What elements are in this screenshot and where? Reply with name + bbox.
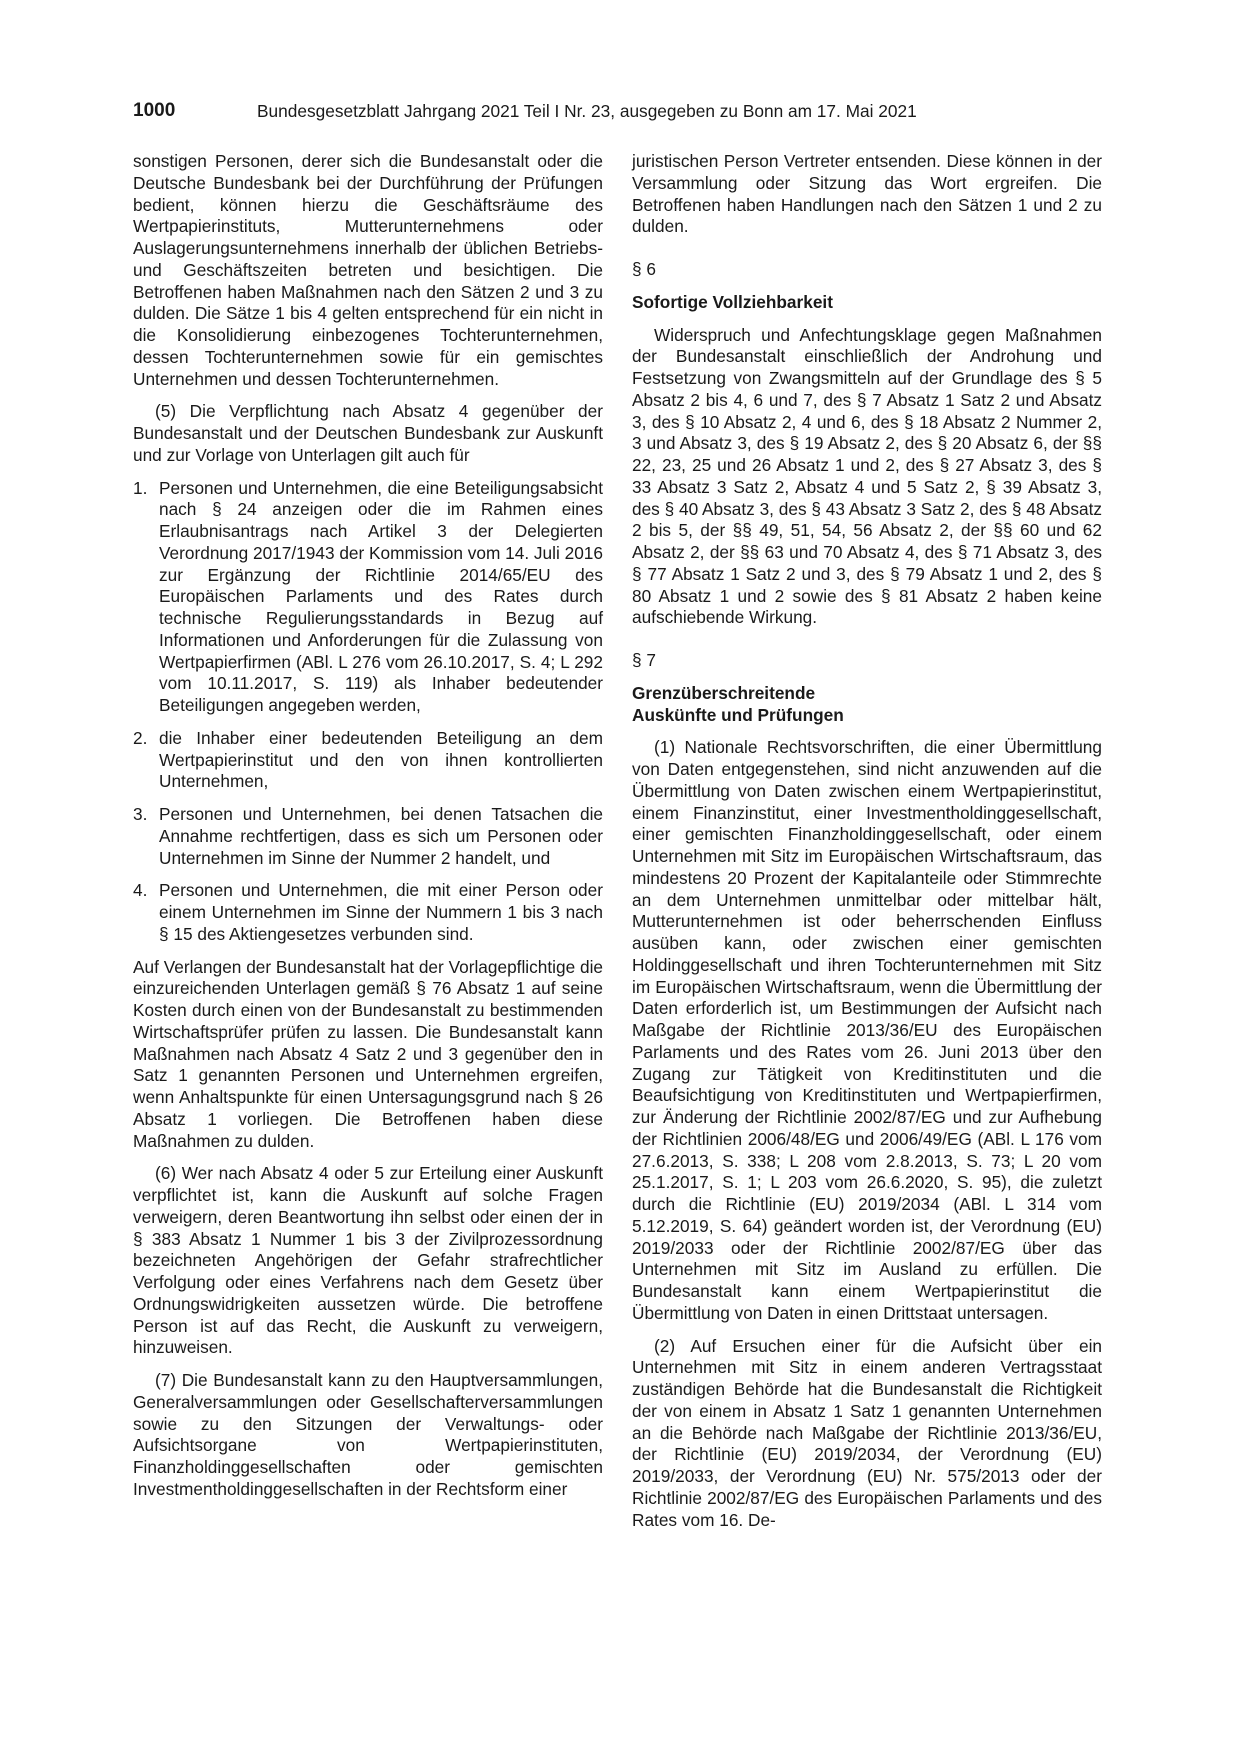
list-item-number: 1. [133, 477, 148, 498]
section-paragraph-1: (1) Nationale Rechtsvorschriften, die einer Übermittlung von Daten entgegenstehen, sind nicht anzuwenden auf die Übermittlung von Daten zwischen einem Wertpapierinstitut, einem Finanzinstitut, einer Investmentholdinggesellschaft, einer gemischten Finanzholdinggesellschaft, oder einem Unternehmen mit Sitz im Europäischen Wirtschaftsraum, das mindestens 20 Prozent der Kapitalanteile oder Stimmrechte an dem Unternehmen unmittelbar oder mittelbar hält, Mutterunternehmen ist oder beherrschenden Einfluss ausüben kann, oder zwischen einer gemischten Holdinggesellschaft und ihren Tochterunternehmen mit Sitz im Europäischen Wirtschaftsraum, wenn die Übermittlung der Daten erforderlich ist, um Bestimmungen der Aufsicht nach Maßgabe der Richtlinie 2013/36/EU des Europäischen Parlaments und des Rates vom 26. Juni 2013 über den Zugang zur Tätigkeit von Kreditinstituten und die Beaufsichtigung von Kreditinstituten und Wertpapierfirmen, zur Änderung der Richtlinie 2002/87/EG und zur Aufhebung der Richtlinien 2006/48/EG und 2006/49/EG (ABl. L 176 vom 27.6.2013, S. 338; L 208 vom 2.8.2013, S. 73; L 20 vom 25.1.2017, S. 1; L 203 vom 26.6.2020, S. 95), die zuletzt durch die Richtlinie (EU) 2019/2034 (ABl. L 314 vom 5.12.2019, S. 64) geändert worden ist, der Verordnung (EU) 2019/2033 oder der Richtlinie 2002/87/EG über das Unternehmen mit Sitz im Ausland zu erfüllen. Die Bundesanstalt kann einem Wertpapierinstitut die Übermittlung von Daten in einen Drittstaat untersagen. [632, 737, 1102, 1323]
section-number: § 7 [632, 650, 656, 670]
running-head: Bundesgesetzblatt Jahrgang 2021 Teil I Nr. 23, ausgegeben zu Bonn am 17. Mai 2021 [257, 101, 917, 121]
section-paragraph-2: (2) Auf Ersuchen einer für die Aufsicht über ein Unternehmen mit Sitz in einem anderen Vertragsstaat zuständigen Behörde hat die Bundesanstalt die Richtigkeit der von einem in Absatz 1 Satz 1 genannten Unternehmen an die Behörde nach Maßgabe der Richtlinie 2013/36/EU, der Richtlinie (EU) 2019/2034, der Verordnung (EU) 2019/2033, der Verordnung (EU) Nr. 575/2013 oder der Richtlinie 2002/87/EG des Europäischen Parlaments und des Rates vom 16. De- [632, 1335, 1102, 1530]
page-header [133, 100, 1105, 122]
paragraph-continuation: sonstigen Personen, derer sich die Bundesanstalt oder die Deutsche Bundesbank bei der Durchführung der Prüfungen bedient, können hierzu die Geschäftsräume des Wertpapierinstituts, Mutterunternehmens oder Auslagerungsunternehmens innerhalb der üblichen Betriebs- und Geschäftszeiten betreten und besichtigen. Die Betroffenen haben Maßnahmen nach den Sätzen 2 und 3 zu dulden. Die Sätze 1 bis 4 gelten entsprechend für ein nicht in die Konsolidierung einbezogenes Tochterunternehmen, dessen Tochterunternehmen sowie für ein gemischtes Unternehmen und dessen Tochterunternehmen. [133, 151, 603, 389]
list-item-text: Personen und Unternehmen, die eine Beteiligungsabsicht nach § 24 anzeigen oder die im Rahmen eines Erlaubnisantrags nach Artikel 3 der Delegierten Verordnung 2017/1943 der Kommission vom 14. Juli 2016 zur Ergänzung der Richtlinie 2014/65/EU des Europäischen Parlaments und des Rates durch technische Regulierungsstandards in Bezug auf Informationen und Anforderungen für die Zulassung von Wertpapierfirmen (ABl. L 276 vom 26.10.2017, S. 4; L 292 vom 10.11.2017, S. 119) als Inhaber bedeutender Beteiligungen angegeben werden, [159, 477, 603, 715]
list-item [133, 880, 603, 945]
list-item-number: 4. [133, 880, 148, 901]
list-item [133, 804, 603, 869]
list-item-number: 2. [133, 727, 148, 748]
paragraph-6: (6) Wer nach Absatz 4 oder 5 zur Erteilung einer Auskunft verpflichtet ist, kann die Auskunft auf solche Fragen verweigern, deren Beantwortung ihn selbst oder einen der in § 383 Absatz 1 Nummer 1 bis 3 der Zivilprozessordnung bezeichneten Angehörigen der Gefahr strafrechtlicher Verfolgung oder eines Verfahrens nach dem Gesetz über Ordnungswidrigkeiten aussetzen würde. Die betroffene Person ist auf das Recht, die Auskunft zu verweigern, hinzuweisen. [133, 1163, 603, 1358]
list-item-text: Personen und Unternehmen, die mit einer Person oder einem Unternehmen im Sinne der Nummern 1 bis 3 nach § 15 des Aktiengesetzes verbunden sind. [159, 880, 603, 944]
list-item-text: Personen und Unternehmen, bei denen Tatsachen die Annahme rechtfertigen, dass es sich um Personen oder Unternehmen im Sinne der Nummer 2 handelt, und [159, 804, 603, 868]
list-item [133, 728, 603, 793]
paragraph-continuation: juristischen Person Vertreter entsenden. Diese können in der Versammlung oder Sitzung das Wort ergreifen. Die Betroffenen haben Handlungen nach den Sätzen 1 und 2 zu dulden. [632, 151, 1102, 237]
paragraph-5: (5) Die Verpflichtung nach Absatz 4 gegenüber der Bundesanstalt und der Deutschen Bundesbank zur Auskunft und zur Vorlage von Unterlagen gilt auch für [133, 401, 603, 465]
section-body: Widerspruch und Anfechtungsklage gegen Maßnahmen der Bundesanstalt einschließlich der Androhung und Festsetzung von Zwangsmitteln auf der Grundlage des § 5 Absatz 2 bis 4, 6 und 7, des § 7 Absatz 1 Satz 2 und Absatz 3, des § 10 Absatz 2, 4 und 6, des § 18 Absatz 2 Nummer 2, 3 und Absatz 3, des § 19 Absatz 2, des § 20 Absatz 6, der §§ 22, 23, 25 und 26 Absatz 1 und 2, des § 27 Absatz 3, des § 33 Absatz 3 Satz 2, Absatz 4 und 5 Satz 2, § 39 Absatz 3, des § 40 Absatz 3, des § 43 Absatz 3 Satz 2, des § 48 Absatz 2 bis 5, der §§ 49, 51, 54, 56 Absatz 2, der §§ 60 und 62 Absatz 2, der §§ 63 und 70 Absatz 4, des § 71 Absatz 3, des § 77 Absatz 1 Satz 2 und 3, des § 79 Absatz 1 und 2, des § 80 Absatz 1 und 2 sowie des § 81 Absatz 2 haben keine aufschiebende Wirkung. [632, 324, 1102, 628]
section-title-line: Auskünfte und Prüfungen [632, 704, 844, 725]
left-column [133, 151, 603, 1501]
right-column [632, 151, 1102, 1531]
list-item-number: 3. [133, 804, 148, 824]
section-title-line: Grenzüberschreitende [632, 682, 816, 703]
list-item-text: die Inhaber einer bedeutenden Beteiligung an dem Wertpapierinstitut und den von ihnen kontrollierten Unternehmen, [159, 727, 603, 792]
list-item [133, 478, 603, 717]
page-number: 1000 [133, 100, 176, 121]
numbered-list [133, 478, 603, 946]
section-number: § 6 [632, 259, 656, 279]
section-title: Sofortige Vollziehbarkeit [632, 291, 833, 312]
paragraph-after-list: Auf Verlangen der Bundesanstalt hat der Vorlagepflichtige die einzureichenden Unterlagen gemäß § 76 Absatz 1 auf seine Kosten durch einen von der Bundesanstalt zu bestimmenden Wirtschaftsprüfer prüfen zu lassen. Die Bundesanstalt kann Maßnahmen nach Absatz 4 Satz 2 und 3 gegenüber den in Satz 1 genannten Personen und Unternehmen ergreifen, wenn Anhaltspunkte für einen Untersagungsgrund nach § 26 Absatz 1 vorliegen. Die Betroffenen haben diese Maßnahmen zu dulden. [133, 956, 603, 1151]
paragraph-7: (7) Die Bundesanstalt kann zu den Hauptversammlungen, Generalversammlungen oder Gesellschafterversammlungen sowie zu den Sitzungen der Verwaltungs- oder Aufsichtsorgane von Wertpapierinstituten, Finanzholdinggesellschaften oder gemischten Investmentholdinggesellschaften in der Rechtsform einer [133, 1370, 603, 1499]
